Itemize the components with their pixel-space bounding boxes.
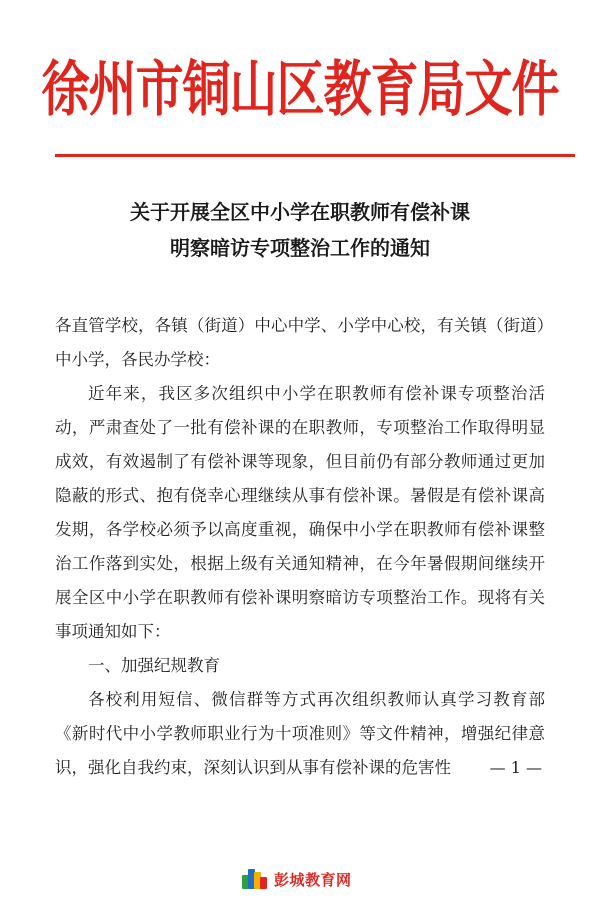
header-red-rule	[55, 154, 575, 157]
section-heading: 一、加强纪规教育	[88, 656, 220, 675]
document-title-line-2: 明察暗访专项整治工作的通知	[170, 236, 430, 260]
colored-books-icon	[242, 869, 268, 889]
site-name-text: 彭城教育网	[274, 870, 352, 889]
page-number: — 1 —	[489, 758, 542, 777]
site-watermark-logo	[242, 867, 352, 891]
document-body	[55, 309, 545, 785]
agency-header-title: 徐州市铜山区教育局文件	[41, 55, 559, 125]
body-paragraph: 各校利用短信、微信群等方式再次组织教师认真学习教育部《新时代中小学教师职业行为十项准则》等文件精神，增强纪律意识，强化自我约束，深刻认识到从事有偿补课的危害性	[55, 690, 545, 777]
document-title-line-1: 关于开展全区中小学在职教师有偿补课	[130, 200, 470, 224]
body-paragraph: 近年来，我区多次组织中小学在职教师有偿补课专项整治活动，严肃查处了一批有偿补课的在职教师，专项整治工作取得明显成效，有效遏制了有偿补课等现象，但目前仍有部分教师通过更加隐蔽的形式、抱有侥幸心理继续从事有偿补课。暑假是有偿补课高发期，各学校必须予以高度重视，确保中小学在职教师有偿补课整治工作落到实处，根据上级有关通知精神，在今年暑假期间继续开展全区中小学在职教师有偿补课明察暗访专项整治工作。现将有关事项通知如下：	[55, 384, 545, 641]
addressee-paragraph: 各直管学校，各镇（街道）中心中学、小学中心校，有关镇（街道）中小学，各民办学校：	[55, 316, 545, 369]
